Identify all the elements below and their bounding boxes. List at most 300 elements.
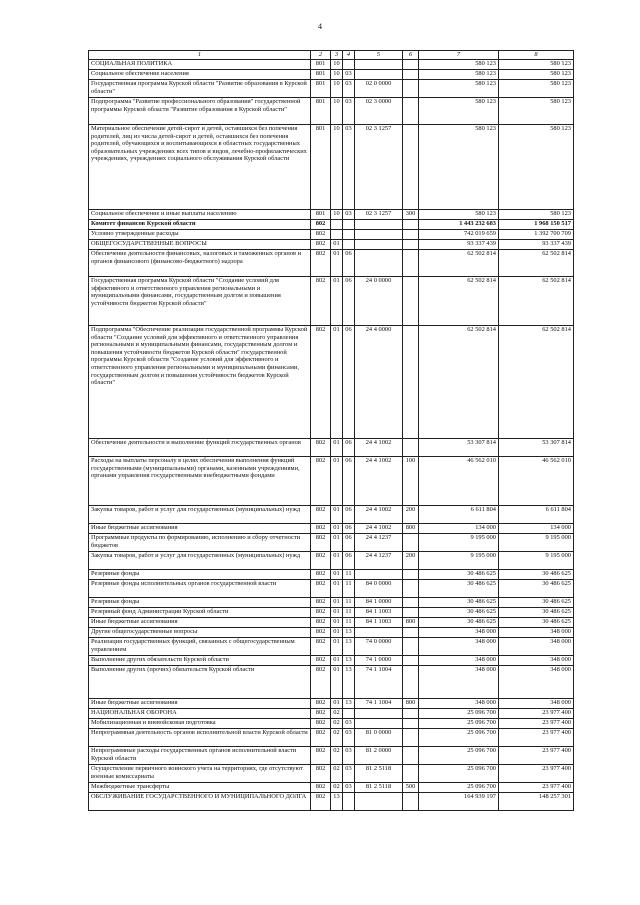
amount-year2-cell: 62 502 814 bbox=[499, 250, 574, 277]
amount-year2-cell: 23 977 400 bbox=[499, 719, 574, 729]
header-cell: 2 bbox=[311, 51, 331, 60]
gr-code-cell: 801 bbox=[311, 70, 331, 80]
subsection-code-cell: 03 bbox=[343, 765, 355, 783]
table-row bbox=[89, 98, 574, 125]
section-code-cell: 10 bbox=[331, 98, 343, 125]
target-article-cell bbox=[355, 60, 403, 70]
amount-year2-cell: 348 000 bbox=[499, 666, 574, 699]
amount-year2-cell: 348 000 bbox=[499, 699, 574, 709]
table-row bbox=[89, 60, 574, 70]
expense-type-cell: 800 bbox=[403, 618, 419, 628]
table-row bbox=[89, 506, 574, 524]
table-row bbox=[89, 326, 574, 439]
row-name-cell: Непрограммные расходы государственных органов исполнительной власти Курской области bbox=[89, 747, 311, 765]
subsection-code-cell: 06 bbox=[343, 524, 355, 534]
amount-year1-cell: 30 486 625 bbox=[419, 570, 499, 580]
gr-code-cell: 802 bbox=[311, 439, 331, 457]
amount-year2-cell: 6 611 804 bbox=[499, 506, 574, 524]
row-name-cell: Резервные фонды bbox=[89, 598, 311, 608]
table-row bbox=[89, 666, 574, 699]
section-code-cell: 02 bbox=[331, 719, 343, 729]
target-article-cell: 81 0 0000 bbox=[355, 729, 403, 747]
section-code-cell: 10 bbox=[331, 210, 343, 220]
header-cell: 7 bbox=[419, 51, 499, 60]
amount-year2-cell: 9 195 000 bbox=[499, 534, 574, 552]
amount-year1-cell: 134 000 bbox=[419, 524, 499, 534]
amount-year2-cell: 23 977 400 bbox=[499, 729, 574, 747]
row-name-cell: Закупка товаров, работ и услуг для государственных (муниципальных) нужд bbox=[89, 552, 311, 570]
subsection-code-cell bbox=[343, 709, 355, 719]
row-name-cell: СОЦИАЛЬНАЯ ПОЛИТИКА bbox=[89, 60, 311, 70]
amount-year2-cell: 30 486 625 bbox=[499, 570, 574, 580]
table-row bbox=[89, 793, 574, 811]
subsection-code-cell bbox=[343, 60, 355, 70]
table-row bbox=[89, 638, 574, 656]
row-name-cell: Государственная программа Курской области "Создание условий для эффективного и ответственного управления региональными и муниципальными финансами, государственным долгом и повышения устойчивости бюджетов Курской области" bbox=[89, 277, 311, 326]
target-article-cell: 74 1 1004 bbox=[355, 699, 403, 709]
table-row bbox=[89, 210, 574, 220]
budget-table bbox=[88, 50, 574, 811]
table-row bbox=[89, 747, 574, 765]
row-name-cell: Резервные фонды исполнительных органов государственной власти bbox=[89, 580, 311, 598]
section-code-cell: 01 bbox=[331, 699, 343, 709]
target-article-cell: 81 2 5118 bbox=[355, 783, 403, 793]
header-cell: 4 bbox=[343, 51, 355, 60]
subsection-code-cell: 06 bbox=[343, 439, 355, 457]
gr-code-cell: 802 bbox=[311, 793, 331, 811]
table-row bbox=[89, 618, 574, 628]
subsection-code-cell: 06 bbox=[343, 534, 355, 552]
expense-type-cell bbox=[403, 570, 419, 580]
expense-type-cell bbox=[403, 765, 419, 783]
section-code-cell bbox=[331, 230, 343, 240]
gr-code-cell: 802 bbox=[311, 570, 331, 580]
subsection-code-cell: 03 bbox=[343, 80, 355, 98]
table-row bbox=[89, 709, 574, 719]
row-name-cell: Программные продукты по формированию, исполнению и сбору отчетности бюджетов bbox=[89, 534, 311, 552]
table-row bbox=[89, 699, 574, 709]
target-article-cell: 74 0 0000 bbox=[355, 638, 403, 656]
amount-year1-cell: 25 096 700 bbox=[419, 729, 499, 747]
amount-year2-cell: 580 123 bbox=[499, 80, 574, 98]
section-code-cell: 02 bbox=[331, 709, 343, 719]
amount-year2-cell: 9 195 000 bbox=[499, 552, 574, 570]
target-article-cell: 84 1 0000 bbox=[355, 598, 403, 608]
amount-year2-cell: 62 502 814 bbox=[499, 326, 574, 439]
amount-year1-cell: 30 486 625 bbox=[419, 608, 499, 618]
row-name-cell: Расходы на выплаты персоналу в целях обеспечения выполнения функций государственными (муниципальными) органами, казенными учреждениями, органами управления государственными внебюджетными фондами bbox=[89, 457, 311, 506]
expense-type-cell bbox=[403, 709, 419, 719]
subsection-code-cell: 11 bbox=[343, 580, 355, 598]
amount-year1-cell: 580 123 bbox=[419, 98, 499, 125]
expense-type-cell bbox=[403, 277, 419, 326]
subsection-code-cell: 13 bbox=[343, 656, 355, 666]
amount-year2-cell: 23 977 400 bbox=[499, 709, 574, 719]
amount-year1-cell: 25 096 700 bbox=[419, 719, 499, 729]
amount-year2-cell: 1 968 150 517 bbox=[499, 220, 574, 230]
gr-code-cell: 802 bbox=[311, 666, 331, 699]
amount-year2-cell: 348 000 bbox=[499, 638, 574, 656]
table-row bbox=[89, 719, 574, 729]
gr-code-cell: 802 bbox=[311, 638, 331, 656]
table-row bbox=[89, 220, 574, 230]
target-article-cell: 24 4 1002 bbox=[355, 457, 403, 506]
gr-code-cell: 802 bbox=[311, 628, 331, 638]
target-article-cell bbox=[355, 719, 403, 729]
row-name-cell: ОБСЛУЖИВАНИЕ ГОСУДАРСТВЕННОГО И МУНИЦИПАЛЬНОГО ДОЛГА bbox=[89, 793, 311, 811]
expense-type-cell bbox=[403, 125, 419, 210]
subsection-code-cell: 03 bbox=[343, 210, 355, 220]
section-code-cell: 01 bbox=[331, 439, 343, 457]
table-row bbox=[89, 80, 574, 98]
table-row bbox=[89, 729, 574, 747]
row-name-cell: НАЦИОНАЛЬНАЯ ОБОРОНА bbox=[89, 709, 311, 719]
expense-type-cell: 100 bbox=[403, 457, 419, 506]
amount-year2-cell: 53 307 814 bbox=[499, 439, 574, 457]
gr-code-cell: 802 bbox=[311, 524, 331, 534]
table-row bbox=[89, 250, 574, 277]
section-code-cell: 01 bbox=[331, 656, 343, 666]
expense-type-cell bbox=[403, 638, 419, 656]
target-article-cell: 24 4 0000 bbox=[355, 326, 403, 439]
gr-code-cell: 802 bbox=[311, 552, 331, 570]
row-name-cell: Комитет финансов Курской области bbox=[89, 220, 311, 230]
subsection-code-cell: 06 bbox=[343, 457, 355, 506]
target-article-cell bbox=[355, 628, 403, 638]
table-row bbox=[89, 524, 574, 534]
expense-type-cell bbox=[403, 656, 419, 666]
amount-year1-cell: 9 195 000 bbox=[419, 534, 499, 552]
expense-type-cell bbox=[403, 98, 419, 125]
expense-type-cell bbox=[403, 719, 419, 729]
table-row bbox=[89, 608, 574, 618]
expense-type-cell bbox=[403, 240, 419, 250]
expense-type-cell bbox=[403, 230, 419, 240]
row-name-cell: Выполнение других (прочих) обязательств Курской области bbox=[89, 666, 311, 699]
gr-code-cell: 802 bbox=[311, 783, 331, 793]
gr-code-cell: 802 bbox=[311, 220, 331, 230]
amount-year1-cell: 25 096 700 bbox=[419, 709, 499, 719]
expense-type-cell bbox=[403, 598, 419, 608]
target-article-cell bbox=[355, 240, 403, 250]
expense-type-cell bbox=[403, 666, 419, 699]
section-code-cell: 10 bbox=[331, 60, 343, 70]
expense-type-cell: 200 bbox=[403, 552, 419, 570]
gr-code-cell: 802 bbox=[311, 608, 331, 618]
target-article-cell: 24 4 1002 bbox=[355, 506, 403, 524]
header-cell: 8 bbox=[499, 51, 574, 60]
amount-year1-cell: 348 000 bbox=[419, 638, 499, 656]
gr-code-cell: 802 bbox=[311, 457, 331, 506]
expense-type-cell bbox=[403, 80, 419, 98]
gr-code-cell: 802 bbox=[311, 230, 331, 240]
amount-year1-cell: 580 123 bbox=[419, 210, 499, 220]
section-code-cell: 13 bbox=[331, 793, 343, 811]
amount-year1-cell: 62 502 814 bbox=[419, 250, 499, 277]
amount-year2-cell: 348 000 bbox=[499, 628, 574, 638]
header-cell: 1 bbox=[89, 51, 311, 60]
row-name-cell: Выполнение других обязательств Курской области bbox=[89, 656, 311, 666]
subsection-code-cell: 13 bbox=[343, 638, 355, 656]
section-code-cell bbox=[331, 220, 343, 230]
amount-year1-cell: 580 123 bbox=[419, 70, 499, 80]
gr-code-cell: 802 bbox=[311, 580, 331, 598]
table-row bbox=[89, 277, 574, 326]
section-code-cell: 01 bbox=[331, 240, 343, 250]
expense-type-cell bbox=[403, 628, 419, 638]
expense-type-cell: 200 bbox=[403, 506, 419, 524]
target-article-cell: 74 1 0000 bbox=[355, 656, 403, 666]
row-name-cell: Иные бюджетные ассигнования bbox=[89, 524, 311, 534]
amount-year1-cell: 30 486 625 bbox=[419, 580, 499, 598]
gr-code-cell: 802 bbox=[311, 618, 331, 628]
subsection-code-cell bbox=[343, 220, 355, 230]
expense-type-cell bbox=[403, 747, 419, 765]
target-article-cell: 24 4 1002 bbox=[355, 524, 403, 534]
subsection-code-cell: 11 bbox=[343, 608, 355, 618]
subsection-code-cell: 06 bbox=[343, 250, 355, 277]
table-row bbox=[89, 783, 574, 793]
amount-year2-cell: 23 977 400 bbox=[499, 765, 574, 783]
amount-year1-cell: 348 000 bbox=[419, 666, 499, 699]
table-row bbox=[89, 125, 574, 210]
table-row bbox=[89, 765, 574, 783]
table-row bbox=[89, 580, 574, 598]
gr-code-cell: 802 bbox=[311, 719, 331, 729]
gr-code-cell: 802 bbox=[311, 699, 331, 709]
gr-code-cell: 802 bbox=[311, 240, 331, 250]
amount-year2-cell: 148 257 301 bbox=[499, 793, 574, 811]
subsection-code-cell: 06 bbox=[343, 326, 355, 439]
expense-type-cell bbox=[403, 326, 419, 439]
target-article-cell: 84 1 1003 bbox=[355, 608, 403, 618]
row-name-cell: Непрограммная деятельность органов исполнительной власти Курской области bbox=[89, 729, 311, 747]
row-name-cell: Резервный фонд Администрации Курской области bbox=[89, 608, 311, 618]
row-name-cell: Иные бюджетные ассигнования bbox=[89, 699, 311, 709]
subsection-code-cell: 06 bbox=[343, 552, 355, 570]
section-code-cell: 01 bbox=[331, 552, 343, 570]
amount-year1-cell: 9 195 000 bbox=[419, 552, 499, 570]
table-row bbox=[89, 457, 574, 506]
gr-code-cell: 802 bbox=[311, 277, 331, 326]
row-name-cell: Социальное обеспечение населения bbox=[89, 70, 311, 80]
gr-code-cell: 802 bbox=[311, 598, 331, 608]
target-article-cell bbox=[355, 70, 403, 80]
section-code-cell: 01 bbox=[331, 618, 343, 628]
amount-year1-cell: 580 123 bbox=[419, 125, 499, 210]
row-name-cell: Обеспечение деятельности финансовых, налоговых и таможенных органов и органов финансового (финансово-бюджетного) надзора bbox=[89, 250, 311, 277]
subsection-code-cell: 03 bbox=[343, 747, 355, 765]
target-article-cell: 24 4 1237 bbox=[355, 552, 403, 570]
gr-code-cell: 802 bbox=[311, 250, 331, 277]
section-code-cell: 10 bbox=[331, 70, 343, 80]
target-article-cell bbox=[355, 793, 403, 811]
row-name-cell: Мобилизационная и вневойсковая подготовка bbox=[89, 719, 311, 729]
subsection-code-cell: 03 bbox=[343, 98, 355, 125]
row-name-cell: Обеспечение деятельности и выполнение функций государственных органов bbox=[89, 439, 311, 457]
gr-code-cell: 801 bbox=[311, 98, 331, 125]
expense-type-cell bbox=[403, 439, 419, 457]
table-row bbox=[89, 598, 574, 608]
section-code-cell: 01 bbox=[331, 250, 343, 277]
amount-year1-cell: 62 502 814 bbox=[419, 277, 499, 326]
amount-year1-cell: 30 486 625 bbox=[419, 598, 499, 608]
amount-year2-cell: 23 977 400 bbox=[499, 783, 574, 793]
amount-year2-cell: 1 392 700 709 bbox=[499, 230, 574, 240]
section-code-cell: 01 bbox=[331, 524, 343, 534]
amount-year2-cell: 580 123 bbox=[499, 125, 574, 210]
amount-year2-cell: 23 977 400 bbox=[499, 747, 574, 765]
gr-code-cell: 801 bbox=[311, 125, 331, 210]
gr-code-cell: 801 bbox=[311, 80, 331, 98]
expense-type-cell bbox=[403, 793, 419, 811]
gr-code-cell: 801 bbox=[311, 60, 331, 70]
gr-code-cell: 802 bbox=[311, 326, 331, 439]
target-article-cell: 02 3 1257 bbox=[355, 210, 403, 220]
amount-year1-cell: 1 443 232 683 bbox=[419, 220, 499, 230]
amount-year1-cell: 6 611 804 bbox=[419, 506, 499, 524]
amount-year2-cell: 348 000 bbox=[499, 656, 574, 666]
section-code-cell: 01 bbox=[331, 506, 343, 524]
target-article-cell: 74 1 1004 bbox=[355, 666, 403, 699]
expense-type-cell: 500 bbox=[403, 783, 419, 793]
expense-type-cell bbox=[403, 608, 419, 618]
amount-year2-cell: 30 486 625 bbox=[499, 580, 574, 598]
section-code-cell: 02 bbox=[331, 783, 343, 793]
table-row bbox=[89, 656, 574, 666]
subsection-code-cell: 06 bbox=[343, 277, 355, 326]
row-name-cell: Подпрограмма "Обеспечение реализации государственной программы Курской области "Создание условий для эффективного и ответственного управления региональными и муниципальными финансами, государственным долгом и повышения устойчивости бюджетов Курской области" государственной программы Курской области "Создание условий для эффективного и ответственного управления региональными и муниципальными финансами, государственным долгом и повышения устойчивости бюджетов Курской области" bbox=[89, 326, 311, 439]
row-name-cell: Социальное обеспечение и иные выплаты населению bbox=[89, 210, 311, 220]
amount-year2-cell: 580 123 bbox=[499, 70, 574, 80]
section-code-cell: 01 bbox=[331, 598, 343, 608]
expense-type-cell bbox=[403, 220, 419, 230]
subsection-code-cell: 11 bbox=[343, 618, 355, 628]
amount-year1-cell: 25 096 700 bbox=[419, 747, 499, 765]
expense-type-cell bbox=[403, 60, 419, 70]
gr-code-cell: 802 bbox=[311, 656, 331, 666]
header-cell: 6 bbox=[403, 51, 419, 60]
row-name-cell: Резервные фонды bbox=[89, 570, 311, 580]
amount-year2-cell: 30 486 625 bbox=[499, 618, 574, 628]
amount-year2-cell: 62 502 814 bbox=[499, 277, 574, 326]
section-code-cell: 02 bbox=[331, 729, 343, 747]
target-article-cell bbox=[355, 220, 403, 230]
section-code-cell: 01 bbox=[331, 570, 343, 580]
expense-type-cell bbox=[403, 70, 419, 80]
table-row bbox=[89, 230, 574, 240]
subsection-code-cell: 13 bbox=[343, 628, 355, 638]
subsection-code-cell: 03 bbox=[343, 783, 355, 793]
expense-type-cell bbox=[403, 534, 419, 552]
expense-type-cell bbox=[403, 580, 419, 598]
amount-year1-cell: 93 337 439 bbox=[419, 240, 499, 250]
table-row bbox=[89, 240, 574, 250]
row-name-cell: Условно утвержденные расходы bbox=[89, 230, 311, 240]
subsection-code-cell bbox=[343, 793, 355, 811]
subsection-code-cell: 03 bbox=[343, 729, 355, 747]
row-name-cell: Реализация государственных функций, связанных с общегосударственным управлением bbox=[89, 638, 311, 656]
gr-code-cell: 802 bbox=[311, 534, 331, 552]
amount-year1-cell: 30 486 625 bbox=[419, 618, 499, 628]
expense-type-cell bbox=[403, 729, 419, 747]
row-name-cell: Закупка товаров, работ и услуг для государственных (муниципальных) нужд bbox=[89, 506, 311, 524]
gr-code-cell: 802 bbox=[311, 765, 331, 783]
table-row bbox=[89, 552, 574, 570]
amount-year1-cell: 348 000 bbox=[419, 628, 499, 638]
header-row bbox=[89, 51, 574, 60]
amount-year1-cell: 580 123 bbox=[419, 80, 499, 98]
expense-type-cell: 800 bbox=[403, 699, 419, 709]
amount-year2-cell: 580 123 bbox=[499, 98, 574, 125]
amount-year2-cell: 30 486 625 bbox=[499, 608, 574, 618]
section-code-cell: 02 bbox=[331, 765, 343, 783]
amount-year2-cell: 30 486 625 bbox=[499, 598, 574, 608]
section-code-cell: 10 bbox=[331, 80, 343, 98]
target-article-cell: 02 3 0000 bbox=[355, 98, 403, 125]
amount-year1-cell: 62 502 814 bbox=[419, 326, 499, 439]
row-name-cell: Осуществление первичного воинского учета на территориях, где отсутствуют военные комиссариаты bbox=[89, 765, 311, 783]
target-article-cell bbox=[355, 250, 403, 277]
row-name-cell: Подпрограмма "Развитие профессионального образования" государственной программы Курской области "Развитие образования в Курской области" bbox=[89, 98, 311, 125]
target-article-cell: 81 2 5118 bbox=[355, 765, 403, 783]
section-code-cell: 01 bbox=[331, 457, 343, 506]
target-article-cell bbox=[355, 570, 403, 580]
target-article-cell: 81 2 0000 bbox=[355, 747, 403, 765]
target-article-cell bbox=[355, 709, 403, 719]
amount-year1-cell: 53 307 814 bbox=[419, 439, 499, 457]
section-code-cell: 01 bbox=[331, 580, 343, 598]
section-code-cell: 01 bbox=[331, 277, 343, 326]
section-code-cell: 10 bbox=[331, 125, 343, 210]
gr-code-cell: 802 bbox=[311, 747, 331, 765]
section-code-cell: 01 bbox=[331, 608, 343, 618]
table-row bbox=[89, 439, 574, 457]
table-row bbox=[89, 70, 574, 80]
target-article-cell: 02 3 1257 bbox=[355, 125, 403, 210]
amount-year2-cell: 580 123 bbox=[499, 210, 574, 220]
amount-year1-cell: 164 939 197 bbox=[419, 793, 499, 811]
table-row bbox=[89, 534, 574, 552]
subsection-code-cell bbox=[343, 240, 355, 250]
row-name-cell: Межбюджетные трансферты bbox=[89, 783, 311, 793]
section-code-cell: 01 bbox=[331, 534, 343, 552]
section-code-cell: 01 bbox=[331, 326, 343, 439]
amount-year1-cell: 25 096 700 bbox=[419, 783, 499, 793]
amount-year2-cell: 46 562 010 bbox=[499, 457, 574, 506]
amount-year1-cell: 742 019 659 bbox=[419, 230, 499, 240]
row-name-cell: ОБЩЕГОСУДАРСТВЕННЫЕ ВОПРОСЫ bbox=[89, 240, 311, 250]
gr-code-cell: 802 bbox=[311, 709, 331, 719]
amount-year2-cell: 580 123 bbox=[499, 60, 574, 70]
row-name-cell: Материальное обеспечение детей-сирот и детей, оставшихся без попечения родителей, лиц из числа детей-сирот и детей, оставшихся без попечения родителей, обучающихся и воспитывающихся в областных государственных образовательных учреждениях всех типов и видов, лечебно-профилактических учреждениях, учреждениях социального обслуживания Курской области bbox=[89, 125, 311, 210]
gr-code-cell: 802 bbox=[311, 506, 331, 524]
gr-code-cell: 802 bbox=[311, 729, 331, 747]
section-code-cell: 02 bbox=[331, 747, 343, 765]
subsection-code-cell: 03 bbox=[343, 719, 355, 729]
subsection-code-cell: 06 bbox=[343, 506, 355, 524]
row-name-cell: Другие общегосударственные вопросы bbox=[89, 628, 311, 638]
subsection-code-cell: 11 bbox=[343, 598, 355, 608]
target-article-cell: 84 0 0000 bbox=[355, 580, 403, 598]
amount-year1-cell: 348 000 bbox=[419, 656, 499, 666]
section-code-cell: 01 bbox=[331, 666, 343, 699]
subsection-code-cell: 03 bbox=[343, 125, 355, 210]
subsection-code-cell: 03 bbox=[343, 70, 355, 80]
page-number: 4 bbox=[318, 22, 322, 31]
amount-year1-cell: 25 096 700 bbox=[419, 765, 499, 783]
amount-year1-cell: 46 562 010 bbox=[419, 457, 499, 506]
